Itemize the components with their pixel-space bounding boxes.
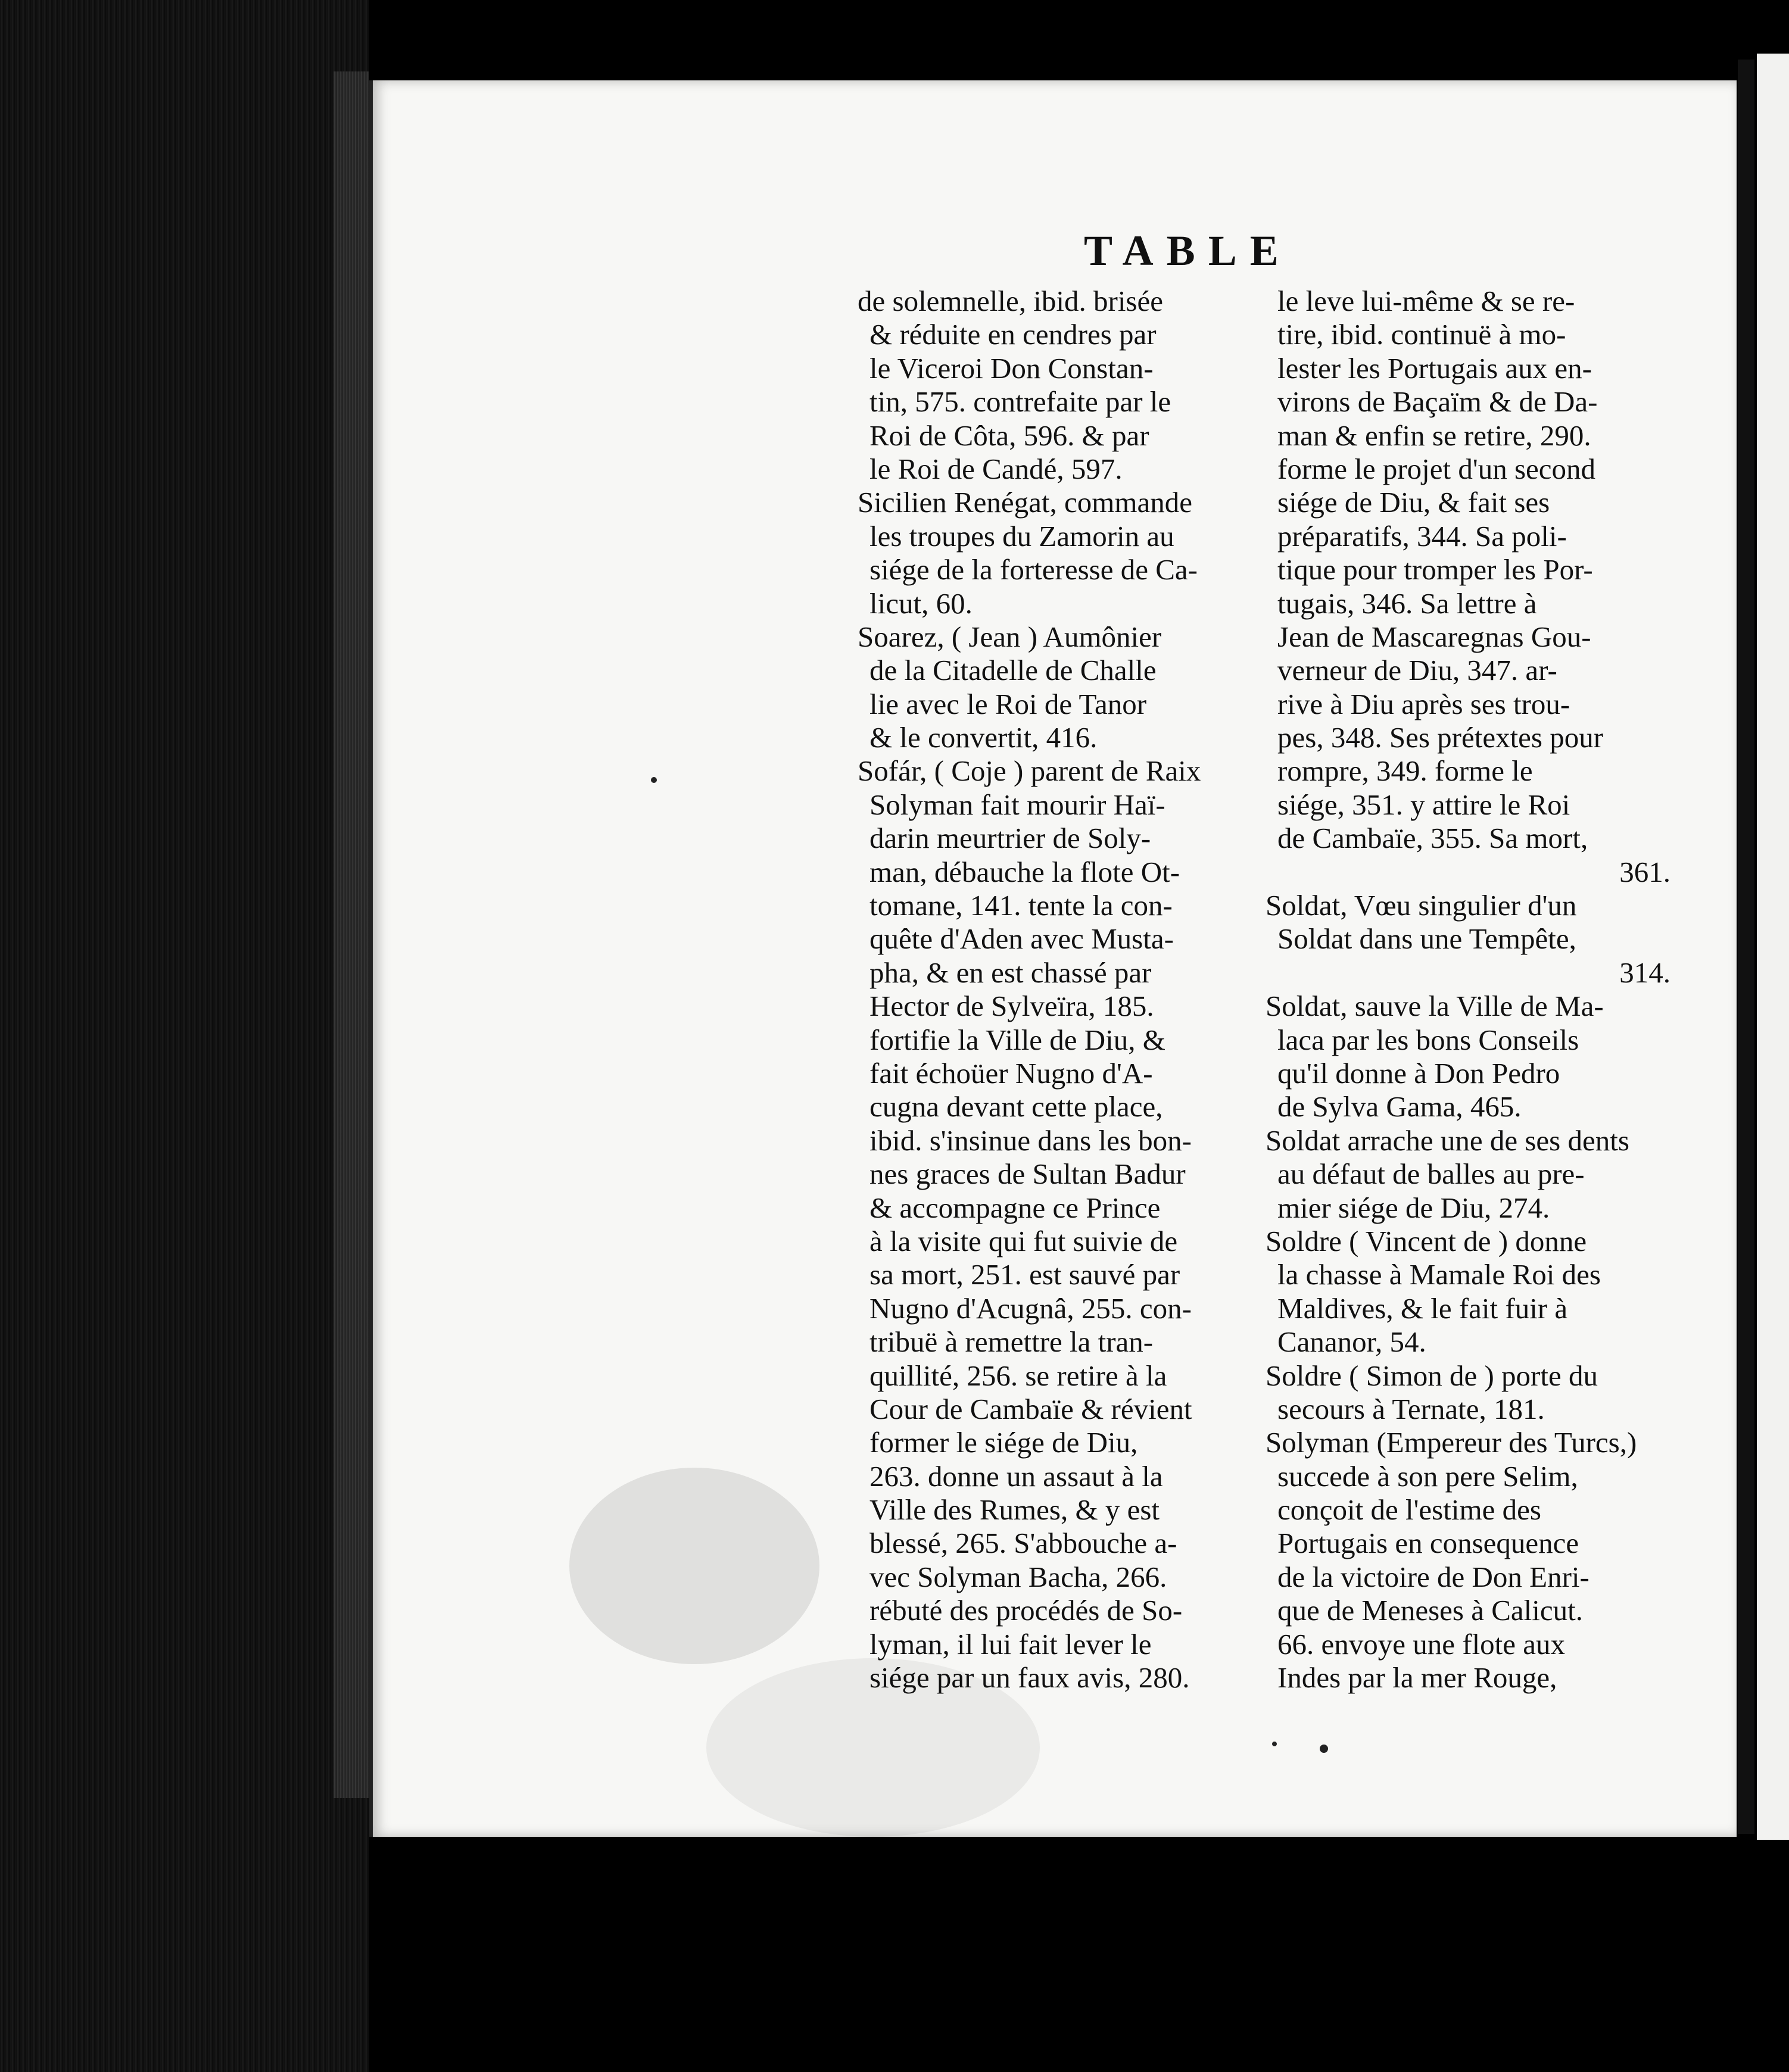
- index-line: lie avec le Roi de Tanor: [869, 687, 1147, 720]
- index-line: préparatifs, 344. Sa poli-: [1277, 519, 1567, 553]
- ink-spot: [1272, 1742, 1277, 1746]
- index-line: nes graces de Sultan Badur: [869, 1157, 1186, 1191]
- index-line: forme le projet d'un second: [1277, 452, 1596, 485]
- ink-spot: [1320, 1745, 1328, 1753]
- index-line: qu'il donne à Don Pedro: [1277, 1056, 1560, 1090]
- index-line: former le siége de Diu,: [869, 1426, 1138, 1459]
- index-line: Maldives, & le fait fuir à: [1277, 1291, 1568, 1325]
- index-line: Indes par la mer Rouge,: [1277, 1661, 1557, 1695]
- index-entry-heading: Soldat, sauve la Ville de Ma-: [1266, 990, 1604, 1023]
- index-line: le Viceroi Don Constan-: [869, 351, 1154, 385]
- index-line: pes, 348. Ses prétextes pour: [1277, 721, 1604, 754]
- index-line: man & enfin se retire, 290.: [1277, 419, 1591, 452]
- index-line: de Sylva Gama, 465.: [1277, 1090, 1522, 1124]
- index-line: 361.: [1619, 855, 1670, 888]
- index-line: darin meurtrier de Soly-: [869, 822, 1151, 855]
- index-line: fait échoüer Nugno d'A-: [869, 1056, 1153, 1090]
- index-line: mier siége de Diu, 274.: [1277, 1191, 1550, 1224]
- index-line: vec Solyman Bacha, 266.: [869, 1560, 1167, 1593]
- index-line: Ville des Rumes, & y est: [869, 1493, 1160, 1527]
- index-line: tugais, 346. Sa lettre à: [1277, 586, 1537, 620]
- index-column-right: [1266, 285, 1694, 1695]
- index-column-left: [858, 285, 1239, 1695]
- index-line: siége de Diu, & fait ses: [1277, 486, 1550, 519]
- index-line: & accompagne ce Prince: [869, 1191, 1161, 1224]
- index-line: tribuë à remettre la tran-: [869, 1325, 1154, 1359]
- index-line: 263. donne un assaut à la: [869, 1459, 1163, 1493]
- index-line: man, débauche la flote Ot-: [869, 855, 1180, 888]
- index-line: ibid. s'insinue dans les bon-: [869, 1124, 1192, 1157]
- facing-page-shadow: [1738, 60, 1754, 1834]
- index-line: fortifie la Ville de Diu, &: [869, 1023, 1165, 1056]
- index-line: à la visite qui fut suivie de: [869, 1224, 1178, 1257]
- index-line: & réduite en cendres par: [869, 318, 1157, 351]
- index-line: lester les Portugais aux en-: [1277, 351, 1592, 385]
- index-entry-heading: Soldre ( Simon de ) porte du: [1266, 1359, 1598, 1392]
- index-line: de la Citadelle de Challe: [869, 654, 1157, 687]
- page-block-edge: [334, 71, 369, 1798]
- index-line: tomane, 141. tente la con-: [869, 889, 1173, 922]
- index-line: virons de Baçaïm & de Da-: [1277, 385, 1598, 419]
- index-line: laca par les bons Conseils: [1277, 1023, 1579, 1056]
- index-line: de solemnelle, ibid. brisée: [858, 285, 1163, 317]
- index-entry-heading: Soldre ( Vincent de ) donne: [1266, 1224, 1587, 1257]
- index-line: de la victoire de Don Enri-: [1277, 1560, 1589, 1593]
- index-line: Roi de Côta, 596. & par: [869, 419, 1149, 452]
- index-line: Portugais en consequence: [1277, 1527, 1579, 1560]
- index-line: tique pour tromper les Por-: [1277, 553, 1593, 586]
- index-line: Cour de Cambaïe & révient: [869, 1392, 1192, 1425]
- index-line: siége par un faux avis, 280.: [869, 1661, 1190, 1695]
- index-line: & le convertit, 416.: [869, 721, 1098, 754]
- page-stain: [569, 1468, 819, 1664]
- index-line: rompre, 349. forme le: [1277, 754, 1533, 788]
- index-line: Soldat dans une Tempête,: [1277, 922, 1576, 956]
- index-line: le Roi de Candé, 597.: [869, 452, 1123, 485]
- index-line: Nugno d'Acugnâ, 255. con-: [869, 1291, 1192, 1325]
- ink-spot: [651, 777, 657, 783]
- book-spine-edge: [0, 0, 369, 2072]
- index-line: les troupes du Zamorin au: [869, 519, 1174, 553]
- index-line: conçoit de l'estime des: [1277, 1493, 1541, 1527]
- index-line: quête d'Aden avec Musta-: [869, 922, 1174, 956]
- index-line: cugna devant cette place,: [869, 1090, 1163, 1124]
- index-line: siége, 351. y attire le Roi: [1277, 788, 1570, 821]
- index-line: succede à son pere Selim,: [1277, 1459, 1578, 1493]
- index-line: blessé, 265. S'abbouche a-: [869, 1527, 1177, 1560]
- index-line: pha, & en est chassé par: [869, 956, 1152, 989]
- index-line: siége de la forteresse de Ca-: [869, 553, 1198, 586]
- index-line: de Cambaïe, 355. Sa mort,: [1277, 822, 1588, 855]
- index-line: Cananor, 54.: [1277, 1325, 1426, 1359]
- index-line: la chasse à Mamale Roi des: [1277, 1258, 1601, 1291]
- index-line: Jean de Mascaregnas Gou-: [1277, 620, 1591, 653]
- index-line: 66. envoye une flote aux: [1277, 1627, 1566, 1661]
- index-line: que de Meneses à Calicut.: [1277, 1594, 1583, 1627]
- index-entry-heading: Sofár, ( Coje ) parent de Raix: [858, 754, 1201, 788]
- index-line: quillité, 256. se retire à la: [869, 1359, 1167, 1392]
- index-line: Solyman fait mourir Haï-: [869, 788, 1165, 821]
- index-line: verneur de Diu, 347. ar-: [1277, 654, 1557, 687]
- index-line: tin, 575. contrefaite par le: [869, 385, 1171, 419]
- index-line: licut, 60.: [869, 586, 973, 620]
- index-line: rive à Diu après ses trou-: [1277, 687, 1570, 720]
- index-entry-heading: Soarez, ( Jean ) Aumônier: [858, 620, 1162, 653]
- index-entry-heading: Sicilien Renégat, commande: [858, 486, 1192, 519]
- index-entry-heading: Soldat, Vœu singulier d'un: [1266, 889, 1577, 922]
- index-entry-heading: Soldat arrache une de ses dents: [1266, 1124, 1629, 1157]
- index-line: secours à Ternate, 181.: [1277, 1392, 1545, 1425]
- index-line: lyman, il lui fait lever le: [869, 1627, 1152, 1661]
- index-line: rébuté des procédés de So-: [869, 1594, 1183, 1627]
- index-line: sa mort, 251. est sauvé par: [869, 1258, 1180, 1291]
- index-line: tire, ibid. continuë à mo-: [1277, 318, 1566, 351]
- facing-page-edge: [1757, 54, 1789, 1840]
- index-line: 314.: [1619, 956, 1670, 989]
- running-head: TABLE: [1084, 227, 1292, 274]
- index-line: au défaut de balles au pre-: [1277, 1157, 1585, 1191]
- index-line: le leve lui-même & se re-: [1277, 285, 1575, 317]
- index-entry-heading: Solyman (Empereur des Turcs,): [1266, 1426, 1637, 1459]
- index-line: Hector de Sylveïra, 185.: [869, 990, 1154, 1023]
